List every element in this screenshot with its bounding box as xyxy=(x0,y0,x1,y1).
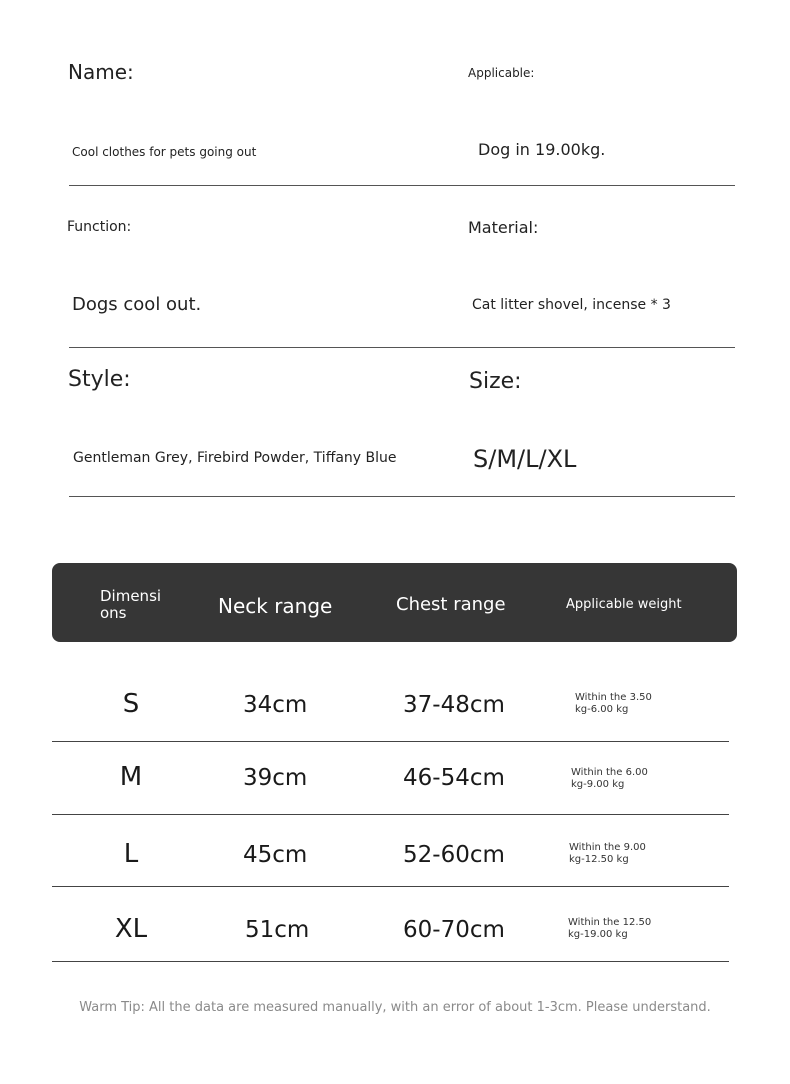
header-chest-range: Chest range xyxy=(396,594,506,615)
divider xyxy=(69,185,735,186)
name-label: Name: xyxy=(68,60,134,84)
header-applicable-weight: Applicable weight xyxy=(566,597,682,612)
weight-cell: Within the 12.50 kg-19.00 kg xyxy=(568,917,652,940)
table-row-divider xyxy=(52,741,729,742)
neck-cell: 39cm xyxy=(243,765,308,791)
weight-cell: Within the 3.50 kg-6.00 kg xyxy=(575,692,652,715)
applicable-value: Dog in 19.00kg. xyxy=(478,140,606,159)
function-value: Dogs cool out. xyxy=(72,294,202,315)
material-value: Cat litter shovel, incense * 3 xyxy=(472,297,671,313)
chest-cell: 60-70cm xyxy=(403,917,505,943)
style-label: Style: xyxy=(68,367,131,392)
divider xyxy=(69,496,735,497)
size-cell: M xyxy=(119,762,143,792)
name-value: Cool clothes for pets going out xyxy=(72,145,257,159)
table-row-divider xyxy=(52,886,729,887)
divider xyxy=(69,347,735,348)
neck-cell: 34cm xyxy=(243,692,308,718)
table-row-divider xyxy=(52,961,729,962)
neck-cell: 45cm xyxy=(243,842,308,868)
weight-cell: Within the 9.00 kg-12.50 kg xyxy=(569,842,646,865)
size-cell: XL xyxy=(114,914,148,944)
applicable-label: Applicable: xyxy=(468,66,535,80)
table-row-divider xyxy=(52,814,729,815)
size-cell: L xyxy=(123,839,139,869)
size-label: Size: xyxy=(469,369,522,394)
chest-cell: 37-48cm xyxy=(403,692,505,718)
style-value: Gentleman Grey, Firebird Powder, Tiffany Blue xyxy=(73,450,397,466)
size-cell: S xyxy=(122,689,140,719)
material-label: Material: xyxy=(468,218,539,237)
size-value: S/M/L/XL xyxy=(473,445,577,473)
weight-cell: Within the 6.00 kg-9.00 kg xyxy=(571,767,648,790)
header-dimensions: Dimensi ons xyxy=(100,587,162,622)
neck-cell: 51cm xyxy=(245,917,310,943)
function-label: Function: xyxy=(67,219,132,235)
warm-tip: Warm Tip: All the data are measured manually, with an error of about 1-3cm. Please understand. xyxy=(79,1000,711,1015)
chest-cell: 52-60cm xyxy=(403,842,505,868)
header-neck-range: Neck range xyxy=(218,594,333,618)
chest-cell: 46-54cm xyxy=(403,765,505,791)
